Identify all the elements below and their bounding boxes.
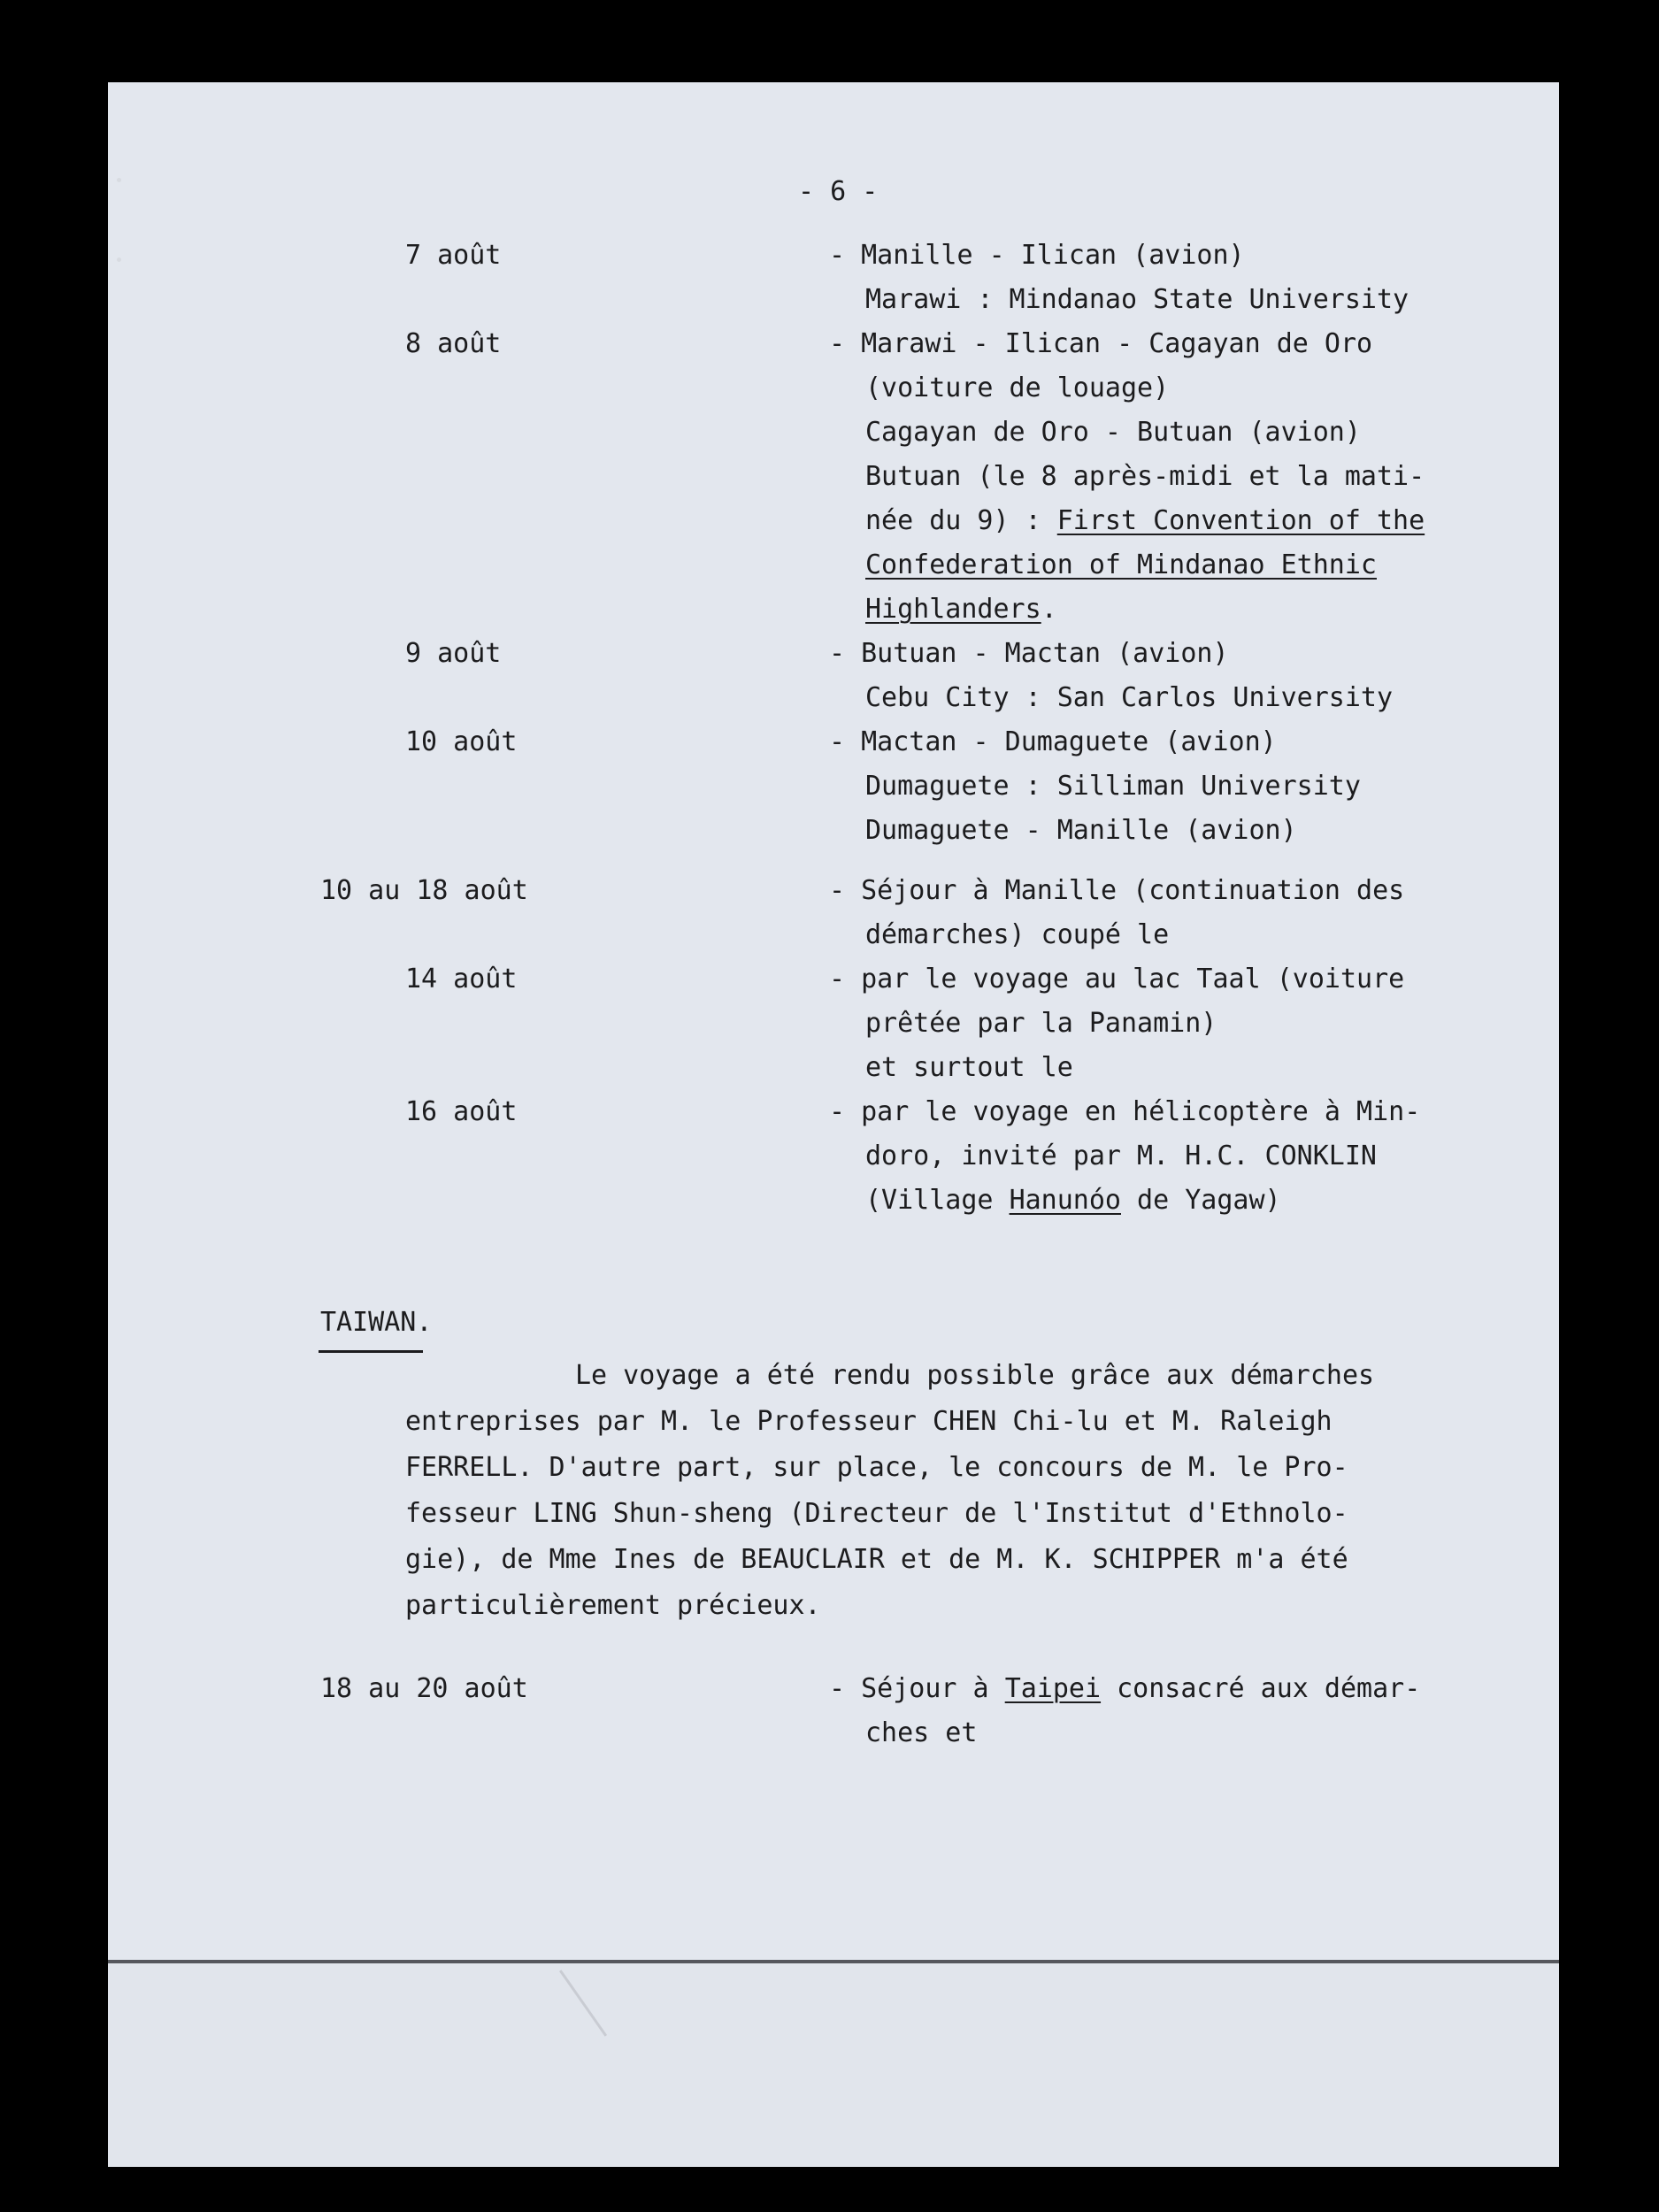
page-number: - 6 - [798, 176, 879, 207]
itinerary-line: doro, invité par M. H.C. CONKLIN [865, 1141, 1377, 1171]
itinerary-line: Marawi : Mindanao State University [865, 284, 1409, 315]
itinerary-line: Dumaguete - Manille (avion) [865, 815, 1297, 846]
itinerary-line: - par le voyage au lac Taal (voiture [829, 964, 1405, 995]
date-label: 14 août [405, 964, 518, 995]
convention-title: Highlanders [865, 594, 1041, 625]
date-label: 16 août [405, 1096, 518, 1127]
itinerary-line: et surtout le [865, 1052, 1073, 1083]
itinerary-line [865, 1186, 1281, 1216]
itinerary-text: - Séjour à [829, 1673, 1005, 1704]
date-label: 10 août [405, 726, 518, 757]
itinerary-line: prêtée par la Panamin) [865, 1008, 1217, 1039]
itinerary-line [865, 506, 1425, 536]
convention-title: Confederation of Mindanao Ethnic [865, 549, 1377, 580]
itinerary-line: ches et [865, 1717, 978, 1748]
itinerary-line: (voiture de louage) [865, 373, 1170, 403]
convention-title: First Convention of the [1056, 505, 1425, 536]
paragraph-line: FERRELL. D'autre part, sur place, le concours de M. le Pro- [405, 1452, 1348, 1483]
paragraph-line: Le voyage a été rendu possible grâce aux démarches [575, 1360, 1375, 1391]
itinerary-line: - Séjour à Manille (continuation des [829, 875, 1405, 906]
itinerary-line: Cagayan de Oro - Butuan (avion) [865, 417, 1361, 448]
section-heading: TAIWAN. [320, 1307, 433, 1338]
paragraph-line: entreprises par M. le Professeur CHEN Chi-lu et M. Raleigh [405, 1406, 1333, 1437]
itinerary-line: - Butuan - Mactan (avion) [829, 638, 1229, 669]
itinerary-line: - Mactan - Dumaguete (avion) [829, 726, 1277, 757]
date-label: 18 au 20 août [320, 1673, 528, 1704]
itinerary-line: Dumaguete : Silliman University [865, 771, 1361, 802]
date-label: 8 août [405, 328, 502, 359]
itinerary-line [865, 550, 1377, 580]
paper-speck [117, 257, 121, 262]
itinerary-text: née du 9) : [865, 505, 1057, 536]
itinerary-line [865, 595, 1057, 625]
paragraph-line: gie), de Mme Ines de BEAUCLAIR et de M. K. SCHIPPER m'a été [405, 1544, 1348, 1575]
paper-fold-lower [108, 1960, 1559, 2167]
itinerary-line [829, 1674, 1420, 1704]
itinerary-line: - Marawi - Ilican - Cagayan de Oro [829, 328, 1373, 359]
paper-speck [117, 178, 121, 182]
date-label: 10 au 18 août [320, 875, 528, 906]
itinerary-line: Butuan (le 8 après-midi et la mati- [865, 461, 1425, 492]
paragraph-line: fesseur LING Shun-sheng (Directeur de l'Institut d'Ethnolo- [405, 1498, 1348, 1529]
itinerary-line: - par le voyage en hélicoptère à Min- [829, 1096, 1421, 1127]
hanunoo-term: Hanunóo [1009, 1185, 1121, 1216]
taipei-place: Taipei [1004, 1673, 1102, 1704]
heading-underline [319, 1350, 423, 1353]
paragraph-line: particulièrement précieux. [405, 1590, 821, 1621]
itinerary-line: Cebu City : San Carlos University [865, 682, 1394, 713]
itinerary-text: de Yagaw) [1121, 1185, 1281, 1216]
itinerary-line: - Manille - Ilican (avion) [829, 240, 1245, 271]
date-label: 7 août [405, 240, 502, 271]
itinerary-text: (Village [865, 1185, 1010, 1216]
itinerary-line: démarches) coupé le [865, 919, 1170, 950]
date-label: 9 août [405, 638, 502, 669]
itinerary-text: consacré aux démar- [1101, 1673, 1421, 1704]
itinerary-text: . [1041, 594, 1057, 625]
